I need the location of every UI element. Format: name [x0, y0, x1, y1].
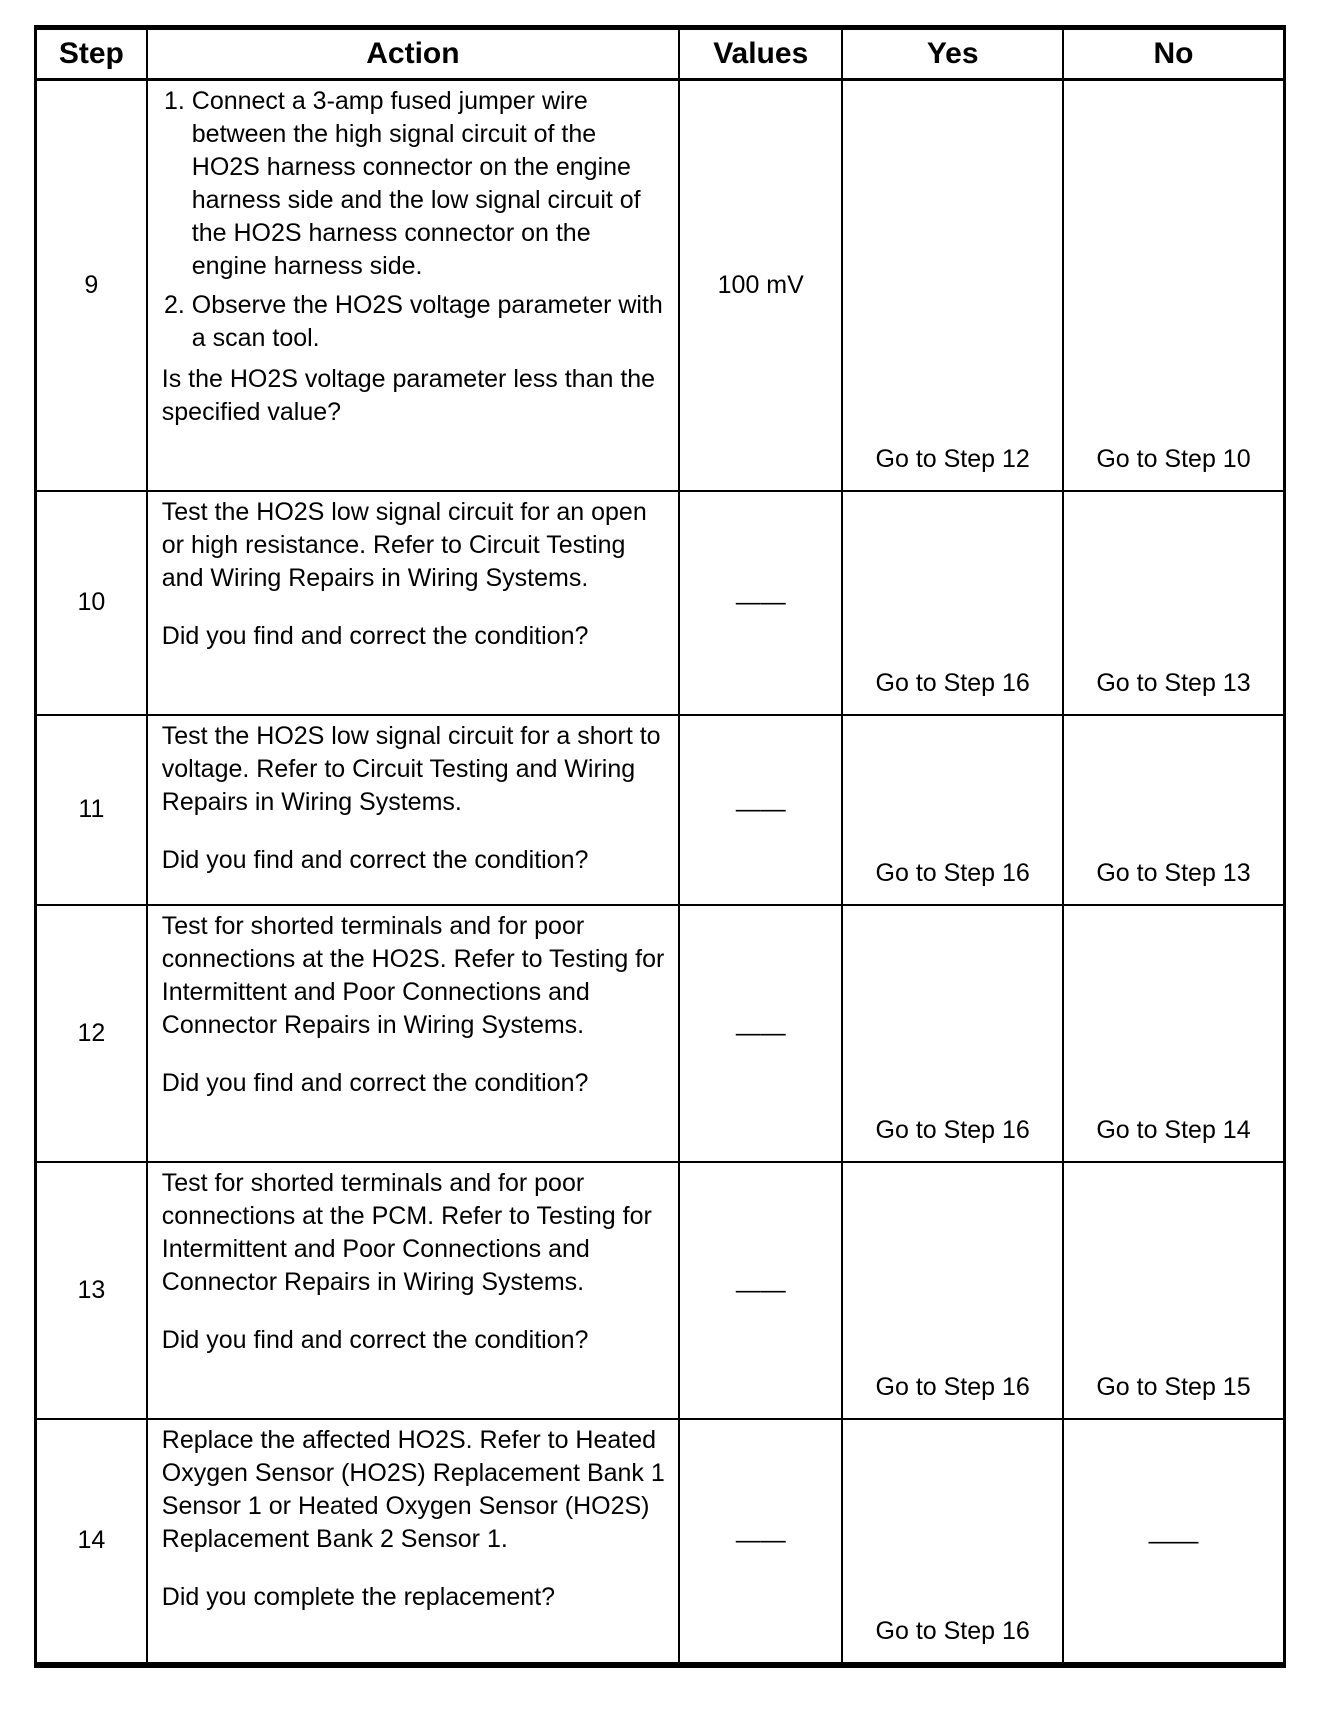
table-row [36, 491, 1285, 715]
action-cell [147, 715, 679, 905]
header-values: Values [679, 28, 842, 80]
action-step: 2. Observe the HO2S voltage parameter with a scan tool. [192, 289, 666, 355]
yes-cell: Go to Step 16 [842, 491, 1063, 715]
values-cell: —— [679, 905, 842, 1162]
action-cell [147, 1162, 679, 1419]
action-question: Did you find and correct the condition? [161, 845, 589, 874]
diagnostic-table [34, 25, 1286, 1668]
step-number: 9 [36, 80, 147, 491]
values-cell: —— [679, 491, 842, 715]
step-number: 12 [36, 905, 147, 1162]
values-cell: —— [679, 1419, 842, 1665]
values-cell: —— [679, 1162, 842, 1419]
yes-cell: Go to Step 16 [842, 1419, 1063, 1665]
no-cell: —— [1063, 1419, 1285, 1665]
no-cell: Go to Step 14 [1063, 905, 1285, 1162]
header-action: Action [147, 28, 679, 80]
yes-cell: Go to Step 16 [842, 715, 1063, 905]
action-step: 1. Connect a 3-amp fused jumper wire between the high signal circuit of the HO2S harness connector on the engine harness side and the low signal circuit of the HO2S harness connector on the engine harness side. [192, 85, 666, 283]
values-cell: 100 mV [679, 80, 842, 491]
header-row [36, 28, 1285, 80]
no-cell: Go to Step 13 [1063, 715, 1285, 905]
action-cell [147, 905, 679, 1162]
action-question: Did you complete the replacement? [161, 1582, 556, 1611]
action-cell [147, 1419, 679, 1665]
step-number: 13 [36, 1162, 147, 1419]
no-cell: Go to Step 10 [1063, 80, 1285, 491]
action-cell [147, 491, 679, 715]
yes-cell: Go to Step 16 [842, 1162, 1063, 1419]
action-question: Did you find and correct the condition? [161, 1325, 589, 1354]
action-steps-list [162, 85, 666, 355]
action-question: Is the HO2S voltage parameter less than the specified value? [161, 365, 656, 426]
no-cell: Go to Step 15 [1063, 1162, 1285, 1419]
table-row [36, 1162, 1285, 1419]
action-text: Test for shorted terminals and for poor connections at the PCM. Refer to Testing for Intermittent and Poor Connections and Connector Repairs in Wiring Systems. [161, 1168, 652, 1296]
yes-cell: Go to Step 16 [842, 905, 1063, 1162]
action-text: Replace the affected HO2S. Refer to Heated Oxygen Sensor (HO2S) Replacement Bank 1 Sensor 1 or Heated Oxygen Sensor (HO2S) Replacement Bank 2 Sensor 1. [161, 1425, 665, 1553]
step-number: 11 [36, 715, 147, 905]
header-no: No [1063, 28, 1285, 80]
action-text: Test for shorted terminals and for poor connections at the HO2S. Refer to Testing for Intermittent and Poor Connections and Connector Repairs in Wiring Systems. [161, 911, 665, 1039]
yes-cell: Go to Step 12 [842, 80, 1063, 491]
action-question: Did you find and correct the condition? [161, 1068, 589, 1097]
header-step: Step [36, 28, 147, 80]
action-text: Test the HO2S low signal circuit for a short to voltage. Refer to Circuit Testing and Wiring Repairs in Wiring Systems. [161, 721, 661, 816]
no-cell: Go to Step 13 [1063, 491, 1285, 715]
step-number: 10 [36, 491, 147, 715]
action-text: Test the HO2S low signal circuit for an open or high resistance. Refer to Circuit Testing and Wiring Repairs in Wiring Systems. [161, 497, 647, 592]
step-number: 14 [36, 1419, 147, 1665]
table-row [36, 1419, 1285, 1665]
header-yes: Yes [842, 28, 1063, 80]
action-cell [147, 80, 679, 491]
values-cell: —— [679, 715, 842, 905]
table-row [36, 80, 1285, 491]
action-question: Did you find and correct the condition? [161, 621, 589, 650]
table-row [36, 715, 1285, 905]
table-row [36, 905, 1285, 1162]
